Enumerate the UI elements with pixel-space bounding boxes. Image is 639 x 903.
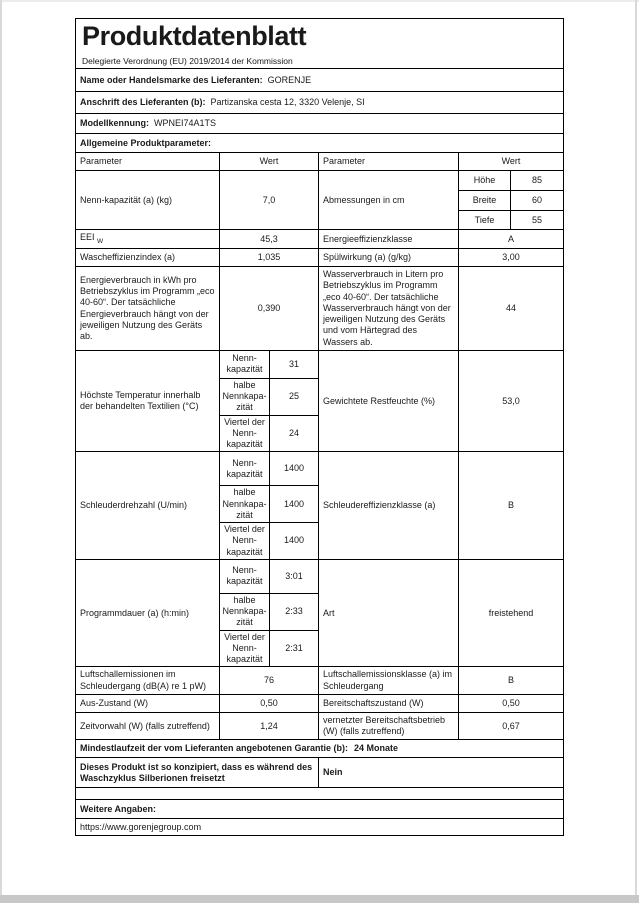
type-value: freistehend — [459, 559, 564, 667]
duration-nenn-value: 3:01 — [270, 559, 319, 593]
wash-index-label: Wascheffizienzindex (a) — [76, 249, 220, 267]
spin-halbe-value: 1400 — [270, 486, 319, 523]
noise-label: Luftschallemissionen im Schleudergang (dB(A) re 1 pW) — [76, 667, 220, 695]
noise-value: 76 — [220, 667, 319, 695]
header-wert-left: Wert — [220, 153, 319, 171]
energy-consumption-label: Energieverbrauch in kWh pro Betriebszyklus im Programm „eco 40-60“. Der tatsächliche Energieverbrauch hängt von der jeweiligen Nutzung des Geräts ab. — [76, 267, 220, 351]
duration-sub-halbe-label: halbe Nennkapa-zität — [220, 593, 270, 630]
page-edge-bottom — [0, 895, 639, 903]
header-parameter-left: Parameter — [76, 153, 220, 171]
spin-sub-halbe-label: halbe Nennkapa-zität — [220, 486, 270, 523]
duration-viertel-value: 2:31 — [270, 630, 319, 667]
dim-breite-value: 60 — [511, 191, 564, 211]
dim-hoehe-value: 85 — [511, 171, 564, 191]
warranty-row — [76, 740, 564, 758]
energy-class-value: A — [459, 230, 564, 249]
delay-start-value: 1,24 — [220, 712, 319, 740]
eei-subscript: W — [97, 238, 104, 246]
eei-label-main: EEI — [80, 232, 95, 243]
model-id-label: Modellkennung: — [80, 118, 149, 129]
regulation-subtitle: Delegierte Verordnung (EU) 2019/2014 der Kommission — [82, 55, 293, 66]
eei-label — [76, 230, 220, 249]
spin-class-label: Schleudereffizienzklasse (a) — [319, 452, 459, 560]
duration-halbe-value: 2:33 — [270, 593, 319, 630]
noise-class-value: B — [459, 667, 564, 695]
standby-label: Bereitschaftszustand (W) — [319, 694, 459, 712]
warranty-value: 24 Monate — [354, 743, 399, 754]
spin-speed-label: Schleuderdrehzahl (U/min) — [76, 452, 220, 560]
dim-tiefe-label: Tiefe — [459, 211, 511, 230]
dim-breite-label: Breite — [459, 191, 511, 211]
header-parameter-right: Parameter — [319, 153, 459, 171]
temperature-sub-halbe-label: halbe Nennkapa-zität — [220, 378, 270, 415]
capacity-label: Nenn-kapazität (a) (kg) — [76, 171, 220, 230]
off-mode-label: Aus-Zustand (W) — [76, 694, 220, 712]
energy-class-label: Energieeffizienzklasse — [319, 230, 459, 249]
residual-moisture-label: Gewichtete Restfeuchte (%) — [319, 350, 459, 452]
supplier-address-row — [76, 92, 564, 114]
type-label: Art — [319, 559, 459, 667]
noise-class-label: Luftschallemissionsklasse (a) im Schleudergang — [319, 667, 459, 695]
page-edge-left — [0, 0, 2, 895]
spin-class-value: B — [459, 452, 564, 560]
silver-ions-value: Nein — [319, 758, 564, 788]
supplier-name-row — [76, 69, 564, 92]
silver-ions-label: Dieses Produkt ist so konzipiert, dass es während des Waschzyklus Silberionen freisetzt — [76, 758, 319, 788]
section-heading: Allgemeine Produktparameter: — [76, 134, 564, 153]
rinse-label: Spülwirkung (a) (g/kg) — [319, 249, 459, 267]
product-datasheet — [75, 18, 564, 836]
spin-sub-viertel-label: Viertel der Nenn-kapazität — [220, 523, 270, 560]
model-id-row — [76, 114, 564, 134]
page-edge-right — [635, 0, 637, 895]
water-consumption-label: Wasserverbrauch in Litern pro Betriebszyklus im Programm „eco 40-60“. Der tatsächliche Wasserverbrauch hängt von der jeweiligen Nutzung des Geräts und vom Härtegrad des Wassers ab. — [319, 267, 459, 351]
spin-nenn-value: 1400 — [270, 452, 319, 486]
spin-sub-nenn-label: Nenn-kapazität — [220, 452, 270, 486]
eei-value: 45,3 — [220, 230, 319, 249]
title-block — [76, 19, 564, 69]
temperature-sub-viertel-label: Viertel der Nenn-kapazität — [220, 415, 270, 452]
supplier-address-label: Anschrift des Lieferanten (b): — [80, 97, 206, 108]
warranty-label: Mindestlaufzeit der vom Lieferanten angebotenen Garantie (b): — [80, 743, 349, 754]
dim-hoehe-label: Höhe — [459, 171, 511, 191]
networked-standby-label: vernetzter Bereitschaftsbetrieb (W) (falls zutreffend) — [319, 712, 459, 740]
dimensions-label: Abmessungen in cm — [319, 171, 459, 230]
duration-sub-viertel-label: Viertel der Nenn-kapazität — [220, 630, 270, 667]
more-info-label: Weitere Angaben: — [76, 800, 564, 819]
energy-consumption-value: 0,390 — [220, 267, 319, 351]
spin-viertel-value: 1400 — [270, 523, 319, 560]
temperature-label: Höchste Temperatur innerhalb der behandelten Textilien (°C) — [76, 350, 220, 452]
supplier-address-value: Partizanska cesta 12, 3320 Velenje, SI — [210, 97, 365, 108]
networked-standby-value: 0,67 — [459, 712, 564, 740]
delay-start-label: Zeitvorwahl (W) (falls zutreffend) — [76, 712, 220, 740]
supplier-name-label: Name oder Handelsmarke des Lieferanten: — [80, 74, 263, 85]
duration-label: Programmdauer (a) (h:min) — [76, 559, 220, 667]
capacity-value: 7,0 — [220, 171, 319, 230]
temperature-nenn-value: 31 — [270, 350, 319, 378]
dim-tiefe-value: 55 — [511, 211, 564, 230]
page-title: Produktdatenblatt — [82, 21, 307, 51]
off-mode-value: 0,50 — [220, 694, 319, 712]
temperature-halbe-value: 25 — [270, 378, 319, 415]
water-consumption-value: 44 — [459, 267, 564, 351]
rinse-value: 3,00 — [459, 249, 564, 267]
page-edge-top — [0, 0, 639, 2]
temperature-sub-nenn-label: Nenn-kapazität — [220, 350, 270, 378]
empty-row — [76, 788, 564, 800]
header-wert-right: Wert — [459, 153, 564, 171]
temperature-viertel-value: 24 — [270, 415, 319, 452]
residual-moisture-value: 53,0 — [459, 350, 564, 452]
supplier-url-link[interactable]: https://www.gorenjegroup.com — [80, 821, 202, 832]
standby-value: 0,50 — [459, 694, 564, 712]
more-info-row — [76, 819, 564, 836]
duration-sub-nenn-label: Nenn-kapazität — [220, 559, 270, 593]
wash-index-value: 1,035 — [220, 249, 319, 267]
model-id-value: WPNEI74A1TS — [154, 118, 217, 129]
supplier-name-value: GORENJE — [267, 74, 312, 85]
